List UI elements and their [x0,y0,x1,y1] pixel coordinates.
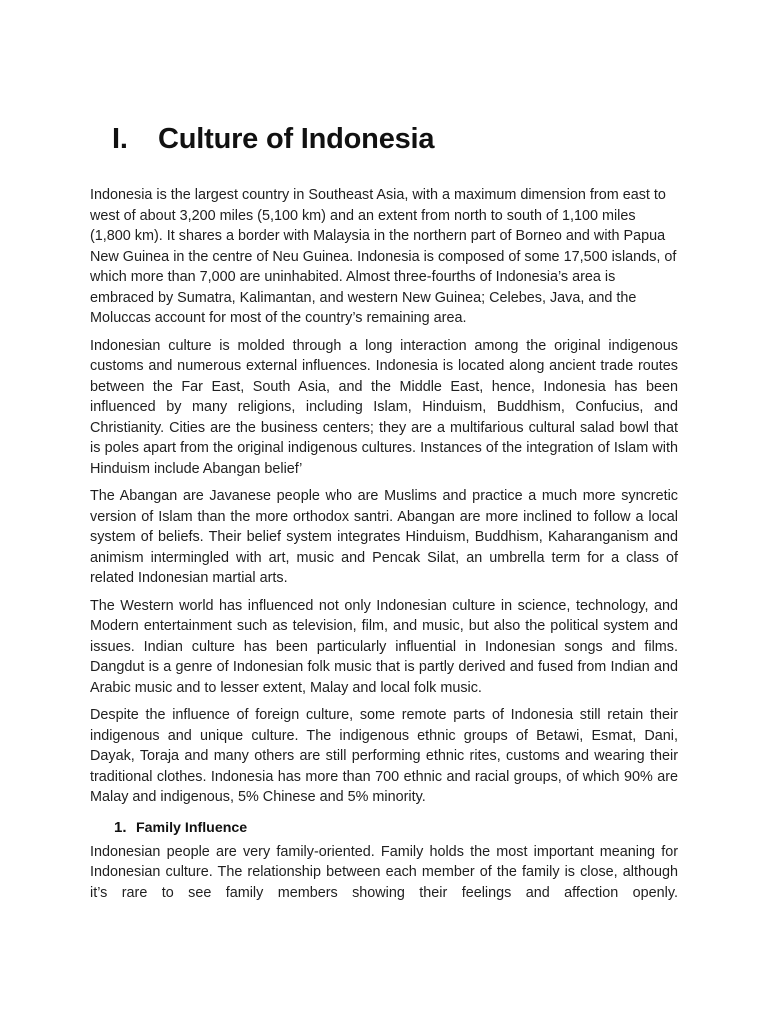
subsection-number: 1. [114,818,127,836]
section-title: Culture of Indonesia [158,123,435,155]
paragraph-indigenous-culture: Despite the influence of foreign culture, some remote parts of Indonesia still retain their indigenous and unique culture. The indigenous ethnic groups of Betawi, Esmat, Dani, Dayak, Toraja and many others are still performing ethnic rites, customs and wearing their traditional clothes. Indonesia has more than 700 ethnic and racial groups, of which 90% are Malay and indigenous, 5% Chinese and 5% minority. [90,707,678,805]
section-heading [112,123,434,156]
paragraph-culture-influences: Indonesian culture is molded through a long interaction among the original indigenous customs and numerous external influences. Indonesia is located along ancient trade routes between the Far East, South Asia, and the Middle East, hence, Indonesia has been influenced by many religions, including Islam, Hinduism, Buddhism, Confucius, and Christianity. Cities are the business centers; they are a multifarious cultural salad bowl that is poles apart from the original indigenous cultures. Instances of the integration of Islam with Hinduism include Abangan belief’ [90,337,678,477]
section-number: I. [112,123,128,155]
paragraph-western-influence: The Western world has influenced not only Indonesian culture in science, technology, and Modern entertainment such as television, film, and music, but also the political system and issues. Indian culture has been particularly influential in Indonesian songs and films. Dangdut is a genre of Indonesian folk music that is partly derived and fused from Indian and Arabic music and to lesser extent, Malay and local folk music. [90,597,678,696]
paragraph-geography: Indonesia is the largest country in Southeast Asia, with a maximum dimension from east to west of about 3,200 miles (5,100 km) and an extent from north to south of 1,100 miles (1,800 km). It shares a border with Malaysia in the northern part of Borneo and with Papua New Guinea in the centre of Neu Guinea. Indonesia is composed of some 17,500 islands, of which more than 7,000 are uninhabited. Almost three-fourths of Indonesia’s area is embraced by Sumatra, Kalimantan, and western New Guinea; Celebes, Java, and the Moluccas account for most of the country’s remaining area. [90,187,677,326]
subsection-title: Family Influence [136,819,248,836]
paragraph-family-influence: Indonesian people are very family-oriented. Family holds the most important meaning for Indonesian culture. The relationship between each member of the family is close, although it’s rare to see family members showing their feelings and affection openly. [90,843,678,901]
subsection-heading [114,818,678,838]
document-body [90,185,678,910]
paragraph-abangan: The Abangan are Javanese people who are Muslims and practice a much more syncretic version of Islam than the more orthodox santri. Abangan are more inclined to follow a local system of beliefs. Their belief system integrates Hinduism, Buddhism, Kaharanganism and animism intermingled with art, music and Pencak Silat, an umbrella term for a class of related Indonesian martial arts. [90,488,678,586]
